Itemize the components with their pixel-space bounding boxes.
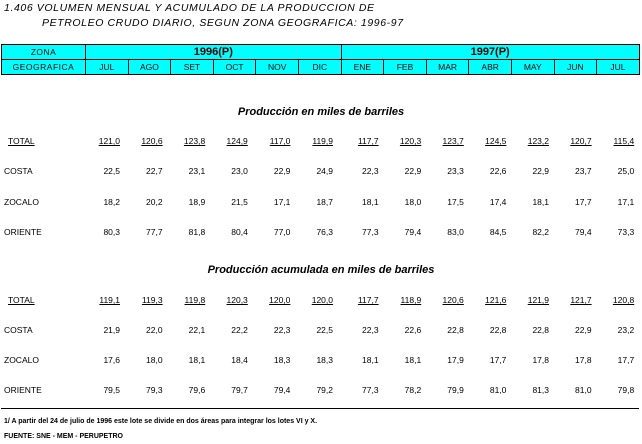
cell-value: 79,8 [617, 385, 635, 395]
cell-value: 21,9 [103, 325, 120, 335]
cell-value: 77,3 [362, 385, 379, 395]
cell-value: 115,4 [613, 136, 635, 146]
cell-value: 17,6 [103, 355, 120, 365]
cell-value: 79,2 [316, 385, 333, 395]
row-label: COSTA [4, 166, 33, 176]
row-label: COSTA [4, 325, 33, 335]
cell-value: 83,0 [447, 227, 464, 237]
cell-value: 18,2 [103, 197, 120, 207]
table-row [0, 325, 642, 339]
table-title-line2: PETROLEO CRUDO DIARIO, SEGUN ZONA GEOGRAFICA: 1996-97 [42, 17, 404, 29]
cell-value: 123,2 [527, 136, 549, 146]
year-1996-header: 1996(P) [86, 45, 342, 60]
cell-value: 79,6 [188, 385, 206, 395]
section-title-monthly: Producción en miles de barriles [237, 106, 405, 118]
cell-value: 25,0 [617, 166, 635, 176]
month-header: MAR [426, 60, 469, 75]
cell-value: 17,7 [489, 355, 507, 365]
cell-value: 17,9 [447, 355, 464, 365]
cell-value: 18,1 [188, 355, 206, 365]
month-header: FEB [384, 60, 427, 75]
cell-value: 18,1 [532, 197, 549, 207]
cell-value: 119,9 [312, 136, 333, 146]
month-header: JUL [86, 60, 129, 75]
cell-value: 22,1 [188, 325, 206, 335]
cell-value: 18,3 [316, 355, 333, 365]
cell-value: 17,8 [575, 355, 592, 365]
month-header: OCT [213, 60, 256, 75]
cell-value: 77,0 [273, 227, 291, 237]
cell-value: 23,2 [617, 325, 635, 335]
month-header: NOV [256, 60, 299, 75]
cell-value: 118,9 [400, 295, 422, 305]
cell-value: 22,5 [103, 166, 120, 176]
cell-value: 22,0 [146, 325, 163, 335]
cell-value: 22,9 [575, 325, 592, 335]
cell-value: 17,1 [273, 197, 291, 207]
month-header: ENE [341, 60, 384, 75]
zone-header-line2: GEOGRAFICA [2, 60, 86, 75]
cell-value: 22,5 [316, 325, 333, 335]
row-label: ZOCALO [4, 197, 39, 207]
cell-value: 117,7 [357, 136, 379, 146]
cell-value: 22,6 [404, 325, 422, 335]
month-header: DIC [298, 60, 341, 75]
cell-value: 120,0 [269, 295, 291, 305]
cell-value: 81,0 [575, 385, 592, 395]
cell-value: 17,5 [447, 197, 464, 207]
cell-value: 81,0 [489, 385, 507, 395]
cell-value: 120,3 [399, 136, 422, 146]
cell-value: 18,1 [362, 197, 379, 207]
cell-value: 120,3 [226, 295, 248, 305]
cell-value: 123,8 [183, 136, 206, 146]
month-header: JUL [597, 60, 640, 75]
year-1997-header: 1997(P) [341, 45, 639, 60]
cell-value: 17,7 [575, 197, 592, 207]
cell-value: 22,8 [489, 325, 507, 335]
cell-value: 121,6 [485, 295, 507, 305]
section-title-cumulative: Producción acumulada en miles de barriles [207, 264, 435, 276]
zone-header-line1: ZONA [2, 45, 86, 60]
cell-value: 17,4 [489, 197, 507, 207]
cell-value: 21,5 [231, 197, 248, 207]
cell-value: 123,7 [442, 136, 464, 146]
cell-value: 81,8 [188, 227, 206, 237]
month-header: AGO [128, 60, 171, 75]
cell-value: 79,3 [146, 385, 163, 395]
cell-value: 121,9 [527, 295, 549, 305]
month-header: ABR [469, 60, 512, 75]
row-label: TOTAL [8, 136, 35, 146]
cell-value: 79,5 [103, 385, 120, 395]
row-label: ZOCALO [4, 355, 39, 365]
cell-value: 124,9 [226, 136, 248, 146]
cell-value: 17,7 [617, 355, 635, 365]
cell-value: 119,1 [99, 295, 120, 305]
table-title-line1: 1.406 VOLUMEN MENSUAL Y ACUMULADO DE LA PRODUCCION DE [4, 2, 375, 14]
cell-value: 23,7 [575, 166, 592, 176]
table-row [0, 295, 642, 309]
cell-value: 82,2 [532, 227, 549, 237]
row-label: ORIENTE [4, 385, 42, 395]
cell-value: 77,3 [362, 227, 379, 237]
cell-value: 120,6 [442, 295, 464, 305]
cell-value: 79,4 [273, 385, 291, 395]
cell-value: 84,5 [489, 227, 507, 237]
cell-value: 79,4 [575, 227, 592, 237]
cell-value: 22,9 [532, 166, 549, 176]
cell-value: 23,3 [447, 166, 464, 176]
cell-value: 18,1 [362, 355, 379, 365]
cell-value: 24,9 [316, 166, 333, 176]
source-note: FUENTE: SNE - MEM - PERUPETRO [4, 433, 124, 440]
cell-value: 121,7 [570, 295, 592, 305]
cell-value: 78,2 [404, 385, 422, 395]
cell-value: 79,7 [231, 385, 248, 395]
cell-value: 120,8 [612, 295, 635, 305]
cell-value: 120,6 [141, 136, 163, 146]
cell-value: 17,1 [617, 197, 635, 207]
table-row [0, 227, 642, 241]
cell-value: 120,7 [570, 136, 592, 146]
cell-value: 120,0 [311, 295, 333, 305]
cell-value: 22,3 [273, 325, 291, 335]
table-row [0, 385, 642, 399]
cell-value: 22,6 [489, 166, 507, 176]
cell-value: 18,7 [316, 197, 333, 207]
cell-value: 80,3 [103, 227, 120, 237]
row-label: ORIENTE [4, 227, 42, 237]
cell-value: 22,2 [231, 325, 248, 335]
cell-value: 18,3 [273, 355, 291, 365]
table-row [0, 166, 642, 180]
cell-value: 79,9 [447, 385, 464, 395]
footnote: 1/ A partir del 24 de julio de 1996 este lote se divide en dos áreas para integrar los lotes VI y X. [4, 418, 318, 425]
cell-value: 22,8 [447, 325, 464, 335]
cell-value: 22,3 [362, 166, 379, 176]
cell-value: 18,1 [404, 355, 422, 365]
cell-value: 22,3 [362, 325, 379, 335]
cell-value: 117,7 [357, 295, 379, 305]
cell-value: 23,1 [188, 166, 206, 176]
cell-value: 22,9 [273, 166, 291, 176]
cell-value: 119,8 [184, 295, 206, 305]
cell-value: 20,2 [146, 197, 163, 207]
column-header-table [1, 44, 640, 75]
cell-value: 77,7 [146, 227, 163, 237]
cell-value: 22,7 [146, 166, 163, 176]
cell-value: 18,0 [146, 355, 163, 365]
table-row [0, 355, 642, 369]
month-header: MAY [511, 60, 554, 75]
cell-value: 124,5 [485, 136, 507, 146]
cell-value: 22,8 [532, 325, 549, 335]
cell-value: 73,3 [617, 227, 635, 237]
row-label: TOTAL [8, 295, 35, 305]
cell-value: 81,3 [532, 385, 549, 395]
cell-value: 18,0 [404, 197, 422, 207]
cell-value: 23,0 [231, 166, 248, 176]
month-header: SET [171, 60, 214, 75]
cell-value: 117,0 [269, 136, 291, 146]
cell-value: 121,0 [98, 136, 120, 146]
cell-value: 18,9 [188, 197, 206, 207]
table-row [0, 136, 642, 150]
footer-divider [1, 408, 639, 409]
cell-value: 79,4 [404, 227, 422, 237]
cell-value: 119,3 [141, 295, 163, 305]
cell-value: 76,3 [316, 227, 333, 237]
cell-value: 18,4 [231, 355, 248, 365]
cell-value: 17,8 [532, 355, 549, 365]
table-row [0, 197, 642, 211]
cell-value: 80,4 [231, 227, 248, 237]
cell-value: 22,9 [404, 166, 422, 176]
month-header: JUN [554, 60, 597, 75]
